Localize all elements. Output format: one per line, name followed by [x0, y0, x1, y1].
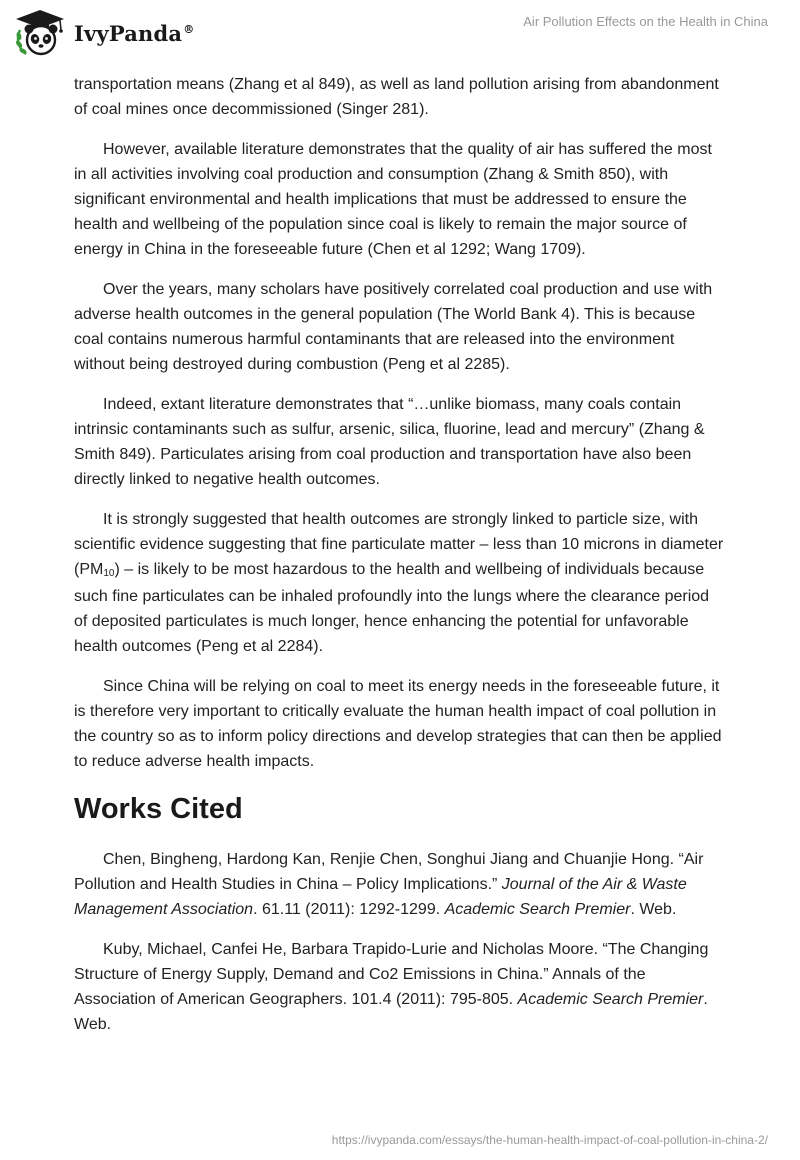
essay-content: [74, 72, 724, 1052]
panda-graduate-icon: [14, 8, 68, 58]
paragraph-particle-size: It is strongly suggested that health outcomes are strongly linked to particle size, with scientific evidence suggesting that fine particulate matter – less than 10 microns in diameter $(PM_{10})$ – is likely to be most hazardous to the health and wellbeing of individuals because such fine particulates can be inhaled profoundly into the lungs where the clearance period of deposited particulates is much longer, hence enhancing the potential for unfavorable health outcomes (Peng et al 2284).: [74, 511, 724, 655]
works-cited-heading: Works Cited: [74, 793, 243, 825]
paragraph-conclusion: Since China will be relying on coal to meet its energy needs in the foreseeable future, it is therefore very important to critically evaluate the human health impact of coal pollution in the country so as to inform policy directions and develop strategies that can then be applied to reduce adverse health impacts.: [74, 678, 722, 770]
paragraph-continued: transportation means (Zhang et al 849), as well as land pollution arising from abandonment of coal mines once decommissioned (Singer 281).: [74, 76, 719, 118]
brand-logo[interactable]: [14, 8, 194, 58]
paragraph-air-quality: However, available literature demonstrates that the quality of air has suffered the most in all activities involving coal production and consumption (Zhang & Smith 850), with significant environmental and health implications that must be addressed to ensure the health and wellbeing of the population since coal is likely to remain the major source of energy in China in the foreseeable future (Chen et al 1292; Wang 1709).: [74, 141, 712, 258]
citation-entry: Kuby, Michael, Canfei He, Barbara Trapido-Lurie and Nicholas Moore. “The Changing Structure of Energy Supply, Demand and Co2 Emissions in China.” Annals of the Association of American Geographers. 101.4 (2011): 795-805. Academic Search Premier. Web.: [74, 941, 709, 1033]
source-url[interactable]: https://ivypanda.com/essays/the-human-health-impact-of-coal-pollution-in-china-2/: [331, 1133, 768, 1147]
paragraph-health-correlation: Over the years, many scholars have positively correlated coal production and use with adverse health outcomes in the general population (The World Bank 4). This is because coal contains numerous harmful contaminants that are released into the environment without being destroyed during combustion (Peng et al 2285).: [74, 281, 713, 373]
page-header: [0, 0, 800, 66]
citation-entry: Chen, Bingheng, Hardong Kan, Renjie Chen, Songhui Jiang and Chuanjie Hong. “Air Pollution and Health Studies in China – Policy Implications.” Journal of the Air & Waste Management Association. 61.11 (2011): 1292-1299. Academic Search Premier. Web.: [74, 851, 704, 918]
brand-name: IvyPanda®: [74, 20, 195, 46]
paragraph-contaminants: Indeed, extant literature demonstrates that “…unlike biomass, many coals contain intrinsic contaminants such as sulfur, arsenic, silica, fluorine, lead and mercury” (Zhang & Smith 849). Particulates arising from coal production and transportation have also been directly linked to negative health outcomes.: [74, 396, 705, 488]
document-title: Air Pollution Effects on the Health in China: [523, 14, 768, 29]
